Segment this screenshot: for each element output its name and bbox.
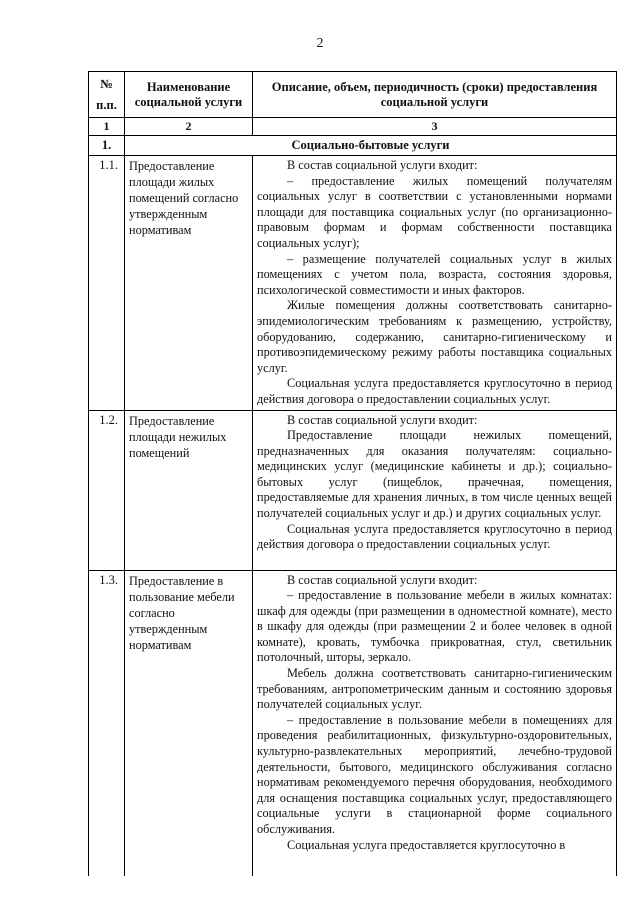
- service-name: Предоставление площади нежилых помещений: [125, 410, 253, 570]
- services-table: [88, 71, 617, 876]
- description-paragraph: Жилые помещения должны соответствовать санитарно-эпидемиологическим требованиям к размещению, устройству, оборудованию, содержанию, санитарно-гигиеническому и противоэпидемическому режиму работы поставщика социальных услуг.: [257, 298, 612, 375]
- description-paragraph: В состав социальной услуги входит:: [287, 572, 478, 587]
- column-index-2: 2: [125, 118, 253, 136]
- description-paragraph: Социальная услуга предоставляется круглосуточно в период действия договора о предоставлении социальных услуг.: [257, 521, 612, 552]
- header-description: Описание, объем, периодичность (сроки) предоставления социальной услуги: [253, 72, 617, 118]
- page-number: 2: [316, 36, 324, 51]
- header-number-abbr: п.п.: [96, 97, 117, 112]
- header-number-symbol: №: [100, 76, 113, 91]
- service-description: [253, 156, 617, 411]
- service-description: [253, 570, 617, 876]
- description-paragraph: Мебель должна соответствовать санитарно-гигиеническим требованиям, антропометрическим данным и состоянию здоровья получателей социальных услуг.: [257, 666, 612, 712]
- table-row: [89, 156, 617, 411]
- description-paragraph: В состав социальной услуги входит:: [287, 412, 478, 427]
- description-paragraph: Предоставление площади нежилых помещений, предназначенных для оказания получателям: социально-медицинских услуг (медицинские кабинеты и др.); социально-бытовых услуг (пищеблок, прачечная, помещения, предоставляемые для хранения личных, в том числе ценных вещей получателей социальных услуг и др.) и других социальных услуг.: [257, 428, 612, 521]
- column-index-3: 3: [253, 118, 617, 136]
- description-paragraph: – размещение получателей социальных услуг в жилых помещениях с учетом пола, возраста, состояния здоровья, психологической совместимости и иных факторов.: [257, 251, 612, 297]
- service-name: Предоставление площади жилых помещений согласно утвержденным нормативам: [125, 156, 253, 411]
- section-number: 1.: [89, 136, 125, 156]
- service-name: Предоставление в пользование мебели согласно утвержденным нормативам: [125, 570, 253, 876]
- column-index-row: [89, 118, 617, 136]
- description-paragraph: В состав социальной услуги входит:: [287, 158, 478, 172]
- row-number: 1.1.: [89, 156, 125, 411]
- row-number: 1.3.: [89, 570, 125, 876]
- row-number: 1.2.: [89, 410, 125, 570]
- table-header-row: [89, 72, 617, 118]
- description-paragraph: Социальная услуга предоставляется круглосуточно в период действия договора о предоставлении социальных услуг.: [257, 376, 612, 406]
- description-paragraph: – предоставление в пользование мебели в жилых комнатах: шкаф для одежды (при размещении в одноместной комнате), место в шкафу для одежды (при размещении 2 и более человек в одной комнате), кровать, тумбочка прикроватная, стул, светильник потолочный, шторы, зеркало.: [257, 588, 612, 665]
- table-row: [89, 570, 617, 876]
- service-description: [253, 410, 617, 570]
- section-row: [89, 136, 617, 156]
- header-service-name: Наименование социальной услуги: [125, 72, 253, 118]
- description-paragraph: – предоставление жилых помещений получателям социальных услуг в соответствии с установленными нормами площади для поставщика социальных услуг (по организационно-правовым формам и формам собственности поставщика социальных услуг);: [257, 173, 612, 250]
- description-paragraph: – предоставление в пользование мебели в помещениях для проведения реабилитационных, физкультурно-оздоровительных, культурно-развлекательных мероприятий, лечебно-трудовой деятельности, бытового, медицинского обслуживания согласно нормативам рекомендуемого перечня оборудования, необходимого для оснащения поставщика социальных услуг, предоставляющего социальные услуги в стационарной форме социального обслуживания.: [257, 712, 612, 836]
- description-paragraph: Социальная услуга предоставляется круглосуточно в: [287, 837, 566, 852]
- section-title: Социально-бытовые услуги: [125, 136, 617, 156]
- column-index-1: 1: [89, 118, 125, 136]
- header-number: [89, 72, 125, 118]
- table-row: [89, 410, 617, 570]
